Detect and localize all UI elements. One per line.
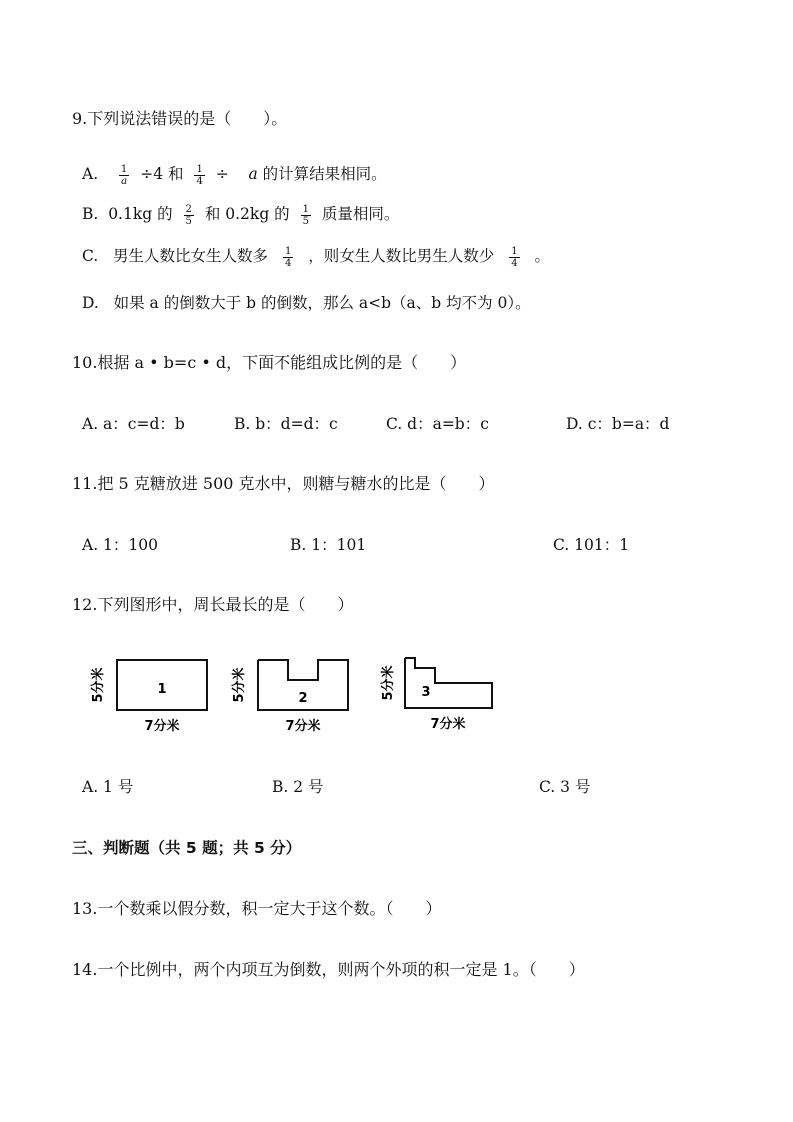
fraction: $\frac{1}{5}$ [302,203,309,227]
fraction: $\frac{1}{4}$ [196,163,203,187]
figure-3-number: 3 [421,685,431,700]
figure-1-bottom: 7分米 [144,719,180,734]
q9-option-d: D. 如果 a 的倒数大于 b 的倒数，那么 a<b（a、b 均不为 0）。 [82,294,531,312]
q13-stem: 13.一个数乘以假分数，积一定大于这个数。（ ） [72,899,442,918]
q12-option-c: C. 3 号 [539,778,591,796]
figure-2-number: 2 [298,691,308,706]
figure-2-bottom: 7分米 [285,719,321,734]
fraction: $\frac{1}{4}$ [284,245,292,269]
figure-3 [380,648,515,743]
q10-option-a: A. a：c=d：b [82,415,185,433]
q14-stem: 14.一个比例中，两个内项互为倒数，则两个外项的积一定是 1。（ ） [72,960,585,979]
q9-option-b: B. 0.1kg 的 $\frac{2}{5}$ 和 0.2kg 的 $\frac{1}{5}$ 质量相同。 [82,203,400,227]
q11-option-a: A. 1：100 [82,536,158,554]
q11-option-b: B. 1：101 [290,536,367,554]
figure-1-number: 1 [157,682,167,697]
q12-option-a: A. 1 号 [82,778,134,796]
figure-3-bottom: 7分米 [430,717,466,732]
variable-a: a [248,165,258,183]
option-label: A. [82,165,99,183]
q11-stem: 11.把 5 克糖放进 500 克水中，则糖与糖水的比是（ ） [72,474,495,493]
fraction: $\frac{1}{4}$ [511,245,518,269]
q10-option-b: B. b：d=d：c [234,415,338,433]
figure-2-side: 5分米 [232,667,247,703]
q9-option-c: C. 男生人数比女生人数多 $\frac{1}{4}$ ，则女生人数比男生人数少 $\frac{1}{4}$ 。 [82,245,551,269]
figure-3-side: 5分米 [381,665,396,701]
figure-1-side: 5分米 [91,667,106,703]
fraction: $\frac{2}{5}$ [185,203,192,227]
q10-option-d: D. c：b=a：d [566,415,670,433]
q12-stem: 12.下列图形中，周长最长的是（ ） [72,595,354,614]
q10-option-c: C. d：a=b：c [386,415,489,433]
figure-2 [230,650,365,745]
figure-3-shape [405,658,492,708]
q9-stem: 9.下列说法错误的是（ ）。 [72,109,288,128]
section-3-title: 三、判断题（共 5 题；共 5 分） [72,839,302,857]
q9-option-a: A. $\frac{1}{a}$ ÷4 和 $\frac{1}{4}$ ÷ a 的计算结果相同。 [82,163,387,187]
q10-stem: 10.根据 a • b=c • d，下面不能组成比例的是（ ） [72,353,467,372]
fraction: $\frac{1}{a}$ [120,163,128,187]
q11-option-c: C. 101：1 [553,536,630,554]
q12-option-b: B. 2 号 [272,778,324,796]
figure-1 [90,650,230,745]
